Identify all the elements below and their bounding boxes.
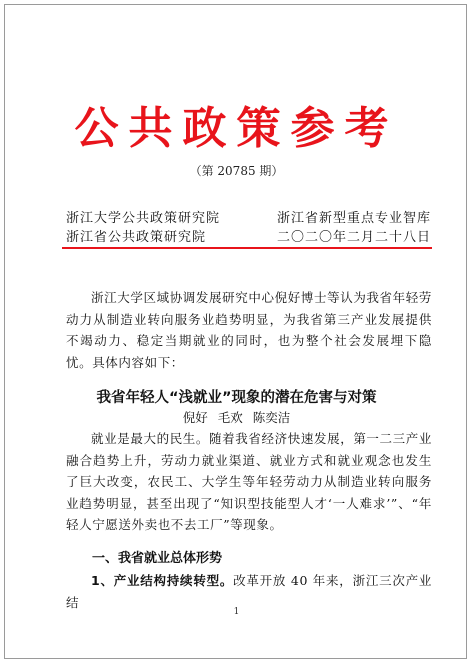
article-title: 我省年轻人“浅就业”现象的潜在危害与对策: [96, 390, 377, 406]
authors: 倪好 毛欢 陈奕洁: [182, 410, 291, 425]
think-tank-label: 浙江省新型重点专业智库: [276, 211, 431, 226]
header-row-2: [66, 226, 431, 245]
page-number: 1: [233, 607, 240, 617]
banner-title: 公共政策参考: [74, 103, 399, 154]
paragraph-text: 改革开放 40 年来，浙江三次产业结: [66, 573, 432, 610]
issue-number: （第 20785 期）: [189, 164, 284, 178]
org-name-zhejiang: 浙江省公共政策研究院: [66, 230, 207, 245]
header-row-1: [66, 207, 431, 226]
section-heading: 一、我省就业总体形势: [92, 551, 223, 566]
red-divider: [62, 247, 432, 249]
intro-paragraph: 浙江大学区域协调发展研究中心倪好博士等认为我省年轻劳动力从制造业转向服务业趋势明显，为我省第三产业发展提供不竭动力、稳定当期就业的同时，也为整个社会发展埋下隐忧。具体内容如下：: [66, 290, 432, 370]
org-name-zju: 浙江大学公共政策研究院: [66, 211, 221, 226]
body-paragraph-1: 就业是最大的民生。随着我省经济快速发展，第一二三产业融合趋势上升，劳动力就业渠道、就业方式和就业观念也发生了巨大改变，农民工、大学生等年轻劳动力从制造业转向服务业趋势明显，甚至出现了“知识型技能型人才‘一人难求’”、“年轻人宁愿送外卖也不去工厂”等现象。: [66, 431, 432, 532]
publish-date: 二〇二〇年二月二十八日: [276, 230, 431, 245]
paragraph-lead: 1、产业结构持续转型。: [91, 573, 234, 588]
